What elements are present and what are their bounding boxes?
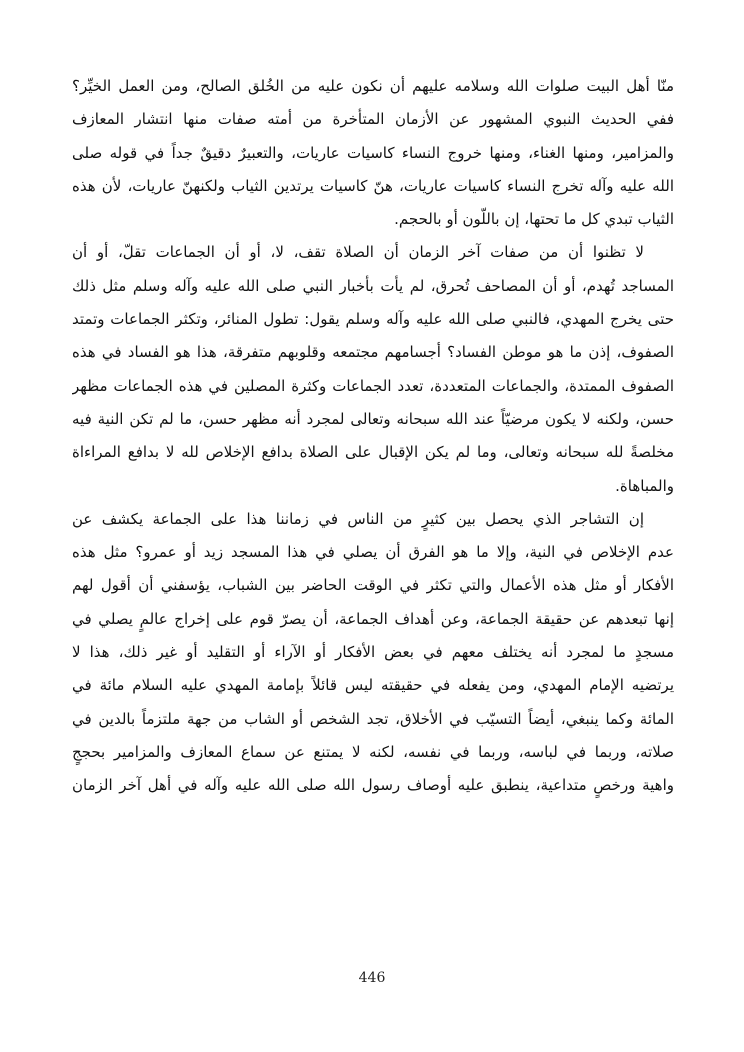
- text-line: ففي الحديث النبوي المشهور عن الأزمان المتأخرة من أمته صفات منها انتشار المعازف: [72, 110, 674, 129]
- text-line: يرتضيه الإمام المهدي، ومن يفعله في حقيقته ليس قائلاً بإمامة المهدي عليه السلام مائة في: [72, 676, 674, 695]
- text-line: صلاته، وربما في لباسه، وربما في نفسه، لكنه لا يمتنع عن سماع المعازف والمزامير بحججٍ: [72, 742, 674, 761]
- text-line: الأفكار أو مثل هذه الأعمال والتي تكثر في الوقت الحاضر بين الشباب، يؤسفني أن أقول لهم: [72, 576, 674, 595]
- text-line: مسجدٍ ما لمجرد أنه يختلف معهم في بعض الأفكار أو الآراء أو التقليد أو غير ذلك، هذا لا: [72, 643, 674, 662]
- page-number: 446: [358, 970, 386, 986]
- text-line: إنها تبعدهم عن حقيقة الجماعة، وعن أهداف الجماعة، أن يصرّ قوم على إخراج عالمٍ يصلي في: [72, 609, 674, 628]
- paragraph-3: [72, 503, 674, 803]
- text-line: المائة وكما ينبغي، أيضاً التسيّب في الأخلاق، تجد الشخص أو الشاب من جهة ملتزماً بالدين في: [72, 709, 674, 728]
- text-line: عدم الإخلاص في النية، وإلا ما هو الفرق أن يصلي في هذا المسجد زيد أو عمرو؟ مثل هذه: [72, 543, 674, 562]
- paragraph-2: [72, 236, 674, 502]
- text-line: منّا أهل البيت صلوات الله وسلامه عليهم أن نكون عليه من الخُلق الصالح، ومن العمل الخيِّر؟: [72, 77, 674, 95]
- text-line: والمباهاة.: [615, 476, 674, 495]
- body-text: [72, 70, 674, 803]
- text-line: مخلصةً لله سبحانه وتعالى، وما لم يكن الإقبال على الصلاة بدافع الإخلاص لله لا بدافع المراءاة: [72, 443, 674, 462]
- text-line: الصفوف الممتدة، والجماعات المتعددة، تعدد الجماعات وكثرة المصلين في هذه الجماعات مظهر: [72, 376, 674, 395]
- text-line: واهية ورخصٍ متداعية، ينطبق عليه أوصاف رسول الله صلى الله عليه وآله في أهل آخر الزمان: [72, 776, 674, 795]
- text-line: لا تظنوا أن من صفات آخر الزمان أن الصلاة تقف، لا، أو أن الجماعات تقلّ، أو أن: [72, 243, 644, 262]
- text-line: والمزامير، ومنها الغناء، ومنها خروج النساء كاسيات عاريات، والتعبيرٌ دقيقٌ جداً في قوله صلى: [72, 143, 674, 162]
- paragraph-1: [72, 70, 674, 236]
- text-line: إن التشاجر الذي يحصل بين كثيرٍ من الناس في زماننا هذا على الجماعة يكشف عن: [72, 509, 644, 528]
- text-line: الله عليه وآله تخرج النساء كاسيات عاريات، هنّ كاسيات يرتدين الثياب ولكنهنّ عاريات، لأن هذه: [72, 176, 674, 195]
- text-line: الثياب تبدي كل ما تحتها، إن باللّون أو بالحجم.: [394, 210, 674, 229]
- text-line: حتى يخرج المهدي، فالنبي صلى الله عليه وآله وسلم يقول: تطول المنائر، وتكثر الجماعات وتمتد: [72, 310, 674, 329]
- text-line: الصفوف، إذن ما هو موطن الفساد؟ أجسامهم مجتمعه وقلوبهم متفرقة، هذا هو الفساد في هذه: [72, 343, 674, 362]
- text-line: حسن، ولكنه لا يكون مرضيّاً عند الله سبحانه وتعالى لمجرد أنه مظهر حسن، ما لم تكن النية فيه: [72, 409, 674, 428]
- text-line: المساجد تُهدم، أو أن المصاحف تُحرق، لم يأت بأخبار النبي صلى الله عليه وآله وسلم مثل ذلك: [72, 276, 674, 295]
